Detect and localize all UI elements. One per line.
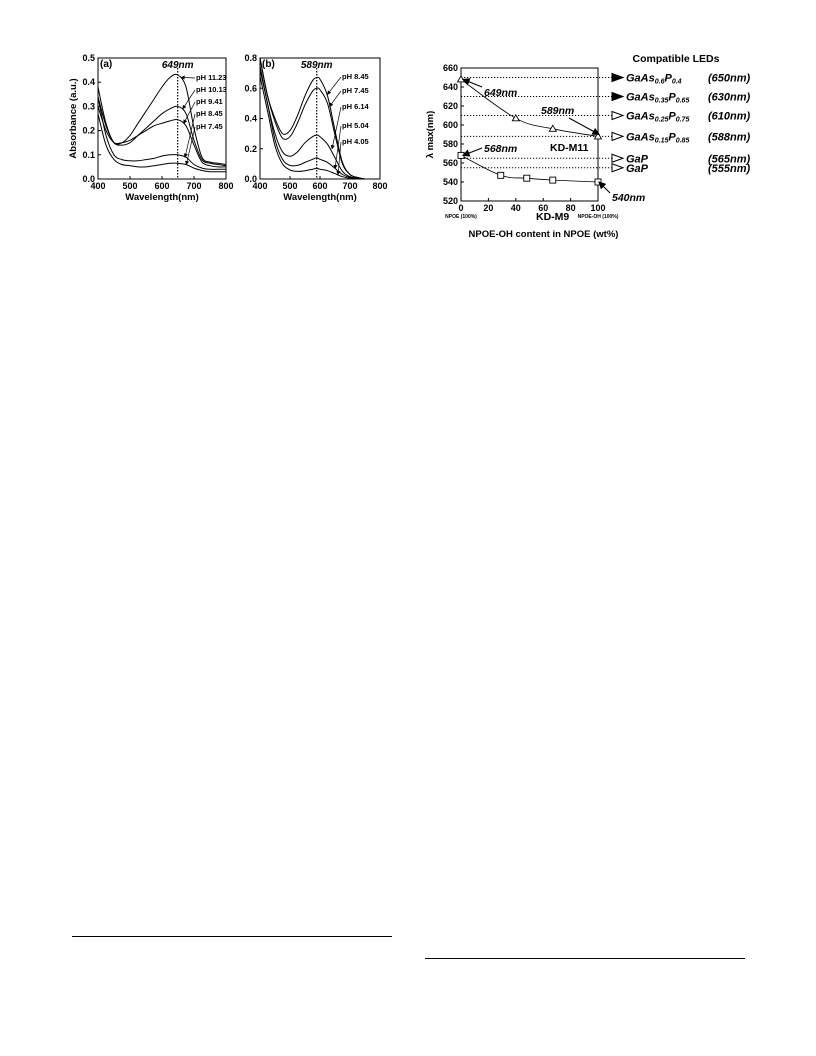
y-tick-label: 0.2 xyxy=(244,143,257,154)
series-label: pH 5.04 xyxy=(342,121,369,130)
footnote-rule-right xyxy=(425,958,745,959)
y-axis-label: λ max(nm) xyxy=(425,110,436,159)
led-wavelength: (555nm) xyxy=(708,162,751,175)
panel-label: (a) xyxy=(100,59,113,70)
led-arrow-icon xyxy=(612,164,623,172)
led-wavelength: (630nm) xyxy=(708,91,751,104)
y-tick-label: 620 xyxy=(442,101,458,111)
square-marker xyxy=(595,179,601,185)
y-tick-label: 0.0 xyxy=(82,174,95,184)
led-formula xyxy=(626,73,682,86)
y-tick-label: 540 xyxy=(442,177,458,187)
callout-arrow xyxy=(569,118,599,134)
series-label: pH 8.45 xyxy=(196,109,223,118)
led-formula xyxy=(626,111,689,124)
y-tick-label: 0.1 xyxy=(82,149,95,160)
y-tick-label: 0.8 xyxy=(244,53,257,63)
callout-arrow xyxy=(599,182,610,193)
series-label-kd-m9: KD-M9 xyxy=(536,211,570,223)
y-tick-label: 560 xyxy=(442,158,458,168)
callout-arrow xyxy=(463,148,482,155)
led-formula xyxy=(626,163,649,175)
formula-base: GaAs xyxy=(626,72,655,85)
y-tick-label: 640 xyxy=(442,82,458,92)
y-tick-label: 0.4 xyxy=(82,77,95,88)
formula-base: GaAs xyxy=(626,131,655,144)
formula-subscript: 0.15 xyxy=(654,137,669,145)
y-tick-label: 0.0 xyxy=(244,174,257,184)
y-tick-label: 600 xyxy=(442,120,458,130)
formula-base: P xyxy=(668,91,676,104)
x-tick-label: 700 xyxy=(342,181,358,191)
x-tick-label: 800 xyxy=(218,181,234,191)
y-tick-label: 0.2 xyxy=(82,125,95,136)
x-tick-label: 700 xyxy=(186,181,202,191)
formula-base: P xyxy=(668,131,676,144)
series-label: pH 9.41 xyxy=(196,97,223,106)
led-wavelength: (588nm) xyxy=(708,131,751,144)
formula-subscript: 0.85 xyxy=(675,137,690,145)
triangle-marker xyxy=(458,76,465,82)
x-tick-label: 500 xyxy=(122,181,138,191)
chart-title: Compatible LEDs xyxy=(632,53,720,65)
series-label-kd-m11: KD-M11 xyxy=(550,142,589,154)
formula-base: GaP xyxy=(626,153,649,166)
x-tick-label: 0 xyxy=(458,203,464,213)
led-arrow-icon xyxy=(612,154,623,162)
series-fit-line xyxy=(461,79,598,136)
x-end-label-left: NPOE (100%) xyxy=(445,214,477,220)
formula-base: GaAs xyxy=(626,91,655,104)
x-tick-label: 20 xyxy=(483,203,494,213)
x-tick-label: 80 xyxy=(565,203,576,213)
x-tick-label: 100 xyxy=(590,203,606,213)
y-tick-label: 0.5 xyxy=(82,53,95,63)
peak-label: 589nm xyxy=(300,60,333,71)
panel-label: (b) xyxy=(262,59,275,70)
y-tick-label: 0.6 xyxy=(244,83,257,94)
y-tick-label: 660 xyxy=(442,63,458,73)
y-tick-label: 0.3 xyxy=(82,101,95,112)
square-marker xyxy=(498,172,504,178)
led-arrow-icon xyxy=(612,74,623,82)
x-tick-label: 60 xyxy=(538,203,549,213)
peak-label: 649nm xyxy=(161,60,194,71)
x-end-label-right: NPOE-OH (100%) xyxy=(577,214,619,220)
x-tick-label: 600 xyxy=(312,181,328,191)
series-label: pH 7.45 xyxy=(196,122,223,131)
series-label: pH 4.05 xyxy=(342,137,369,146)
x-tick-label: 600 xyxy=(154,181,170,191)
x-tick-label: 400 xyxy=(90,181,106,191)
led-arrow-icon xyxy=(612,112,623,120)
footnote-rule-left xyxy=(72,936,392,937)
callout-label: 568nm xyxy=(484,143,518,155)
formula-base: GaP xyxy=(626,162,649,175)
square-marker xyxy=(550,177,556,183)
led-formula xyxy=(626,131,689,144)
formula-subscript: 0.4 xyxy=(671,78,682,86)
y-axis-label: Absorbance (a.u.) xyxy=(68,78,79,159)
x-tick-label: 40 xyxy=(510,203,521,213)
formula-subscript: 0.6 xyxy=(654,78,665,86)
callout-label: 649nm xyxy=(484,87,518,99)
led-wavelength: (650nm) xyxy=(708,72,751,85)
series-label: pH 6.14 xyxy=(342,102,369,111)
square-marker xyxy=(524,175,530,181)
x-axis-label: NPOE-OH content in NPOE (wt%) xyxy=(468,229,619,240)
x-tick-label: 400 xyxy=(252,181,268,191)
formula-base: P xyxy=(668,110,676,123)
formula-subscript: 0.25 xyxy=(654,116,669,124)
led-wavelength: (565nm) xyxy=(708,153,751,166)
y-tick-label: 580 xyxy=(442,139,458,149)
formula-base: P xyxy=(664,72,672,85)
formula-subscript: 0.35 xyxy=(654,97,669,105)
led-arrow-icon xyxy=(612,93,623,101)
series-label: pH 11.23 xyxy=(196,73,227,82)
series-label: pH 8.45 xyxy=(342,72,369,81)
series-label: pH 10.13 xyxy=(196,85,227,94)
formula-subscript: 0.65 xyxy=(675,97,690,105)
x-axis-label: Wavelength(nm) xyxy=(283,192,357,203)
x-axis-label: Wavelength(nm) xyxy=(125,192,199,203)
y-tick-label: 0.4 xyxy=(244,113,257,124)
callout-label: 540nm xyxy=(612,192,646,204)
x-tick-label: 800 xyxy=(372,181,388,191)
led-arrow-icon xyxy=(612,132,623,140)
series-label: pH 7.45 xyxy=(342,86,369,95)
x-tick-label: 500 xyxy=(282,181,298,191)
formula-subscript: 0.75 xyxy=(675,116,690,124)
y-tick-label: 520 xyxy=(442,196,458,206)
formula-base: GaAs xyxy=(626,110,655,123)
led-wavelength: (610nm) xyxy=(708,110,751,123)
led-formula xyxy=(626,92,689,105)
callout-label: 589nm xyxy=(541,105,575,117)
